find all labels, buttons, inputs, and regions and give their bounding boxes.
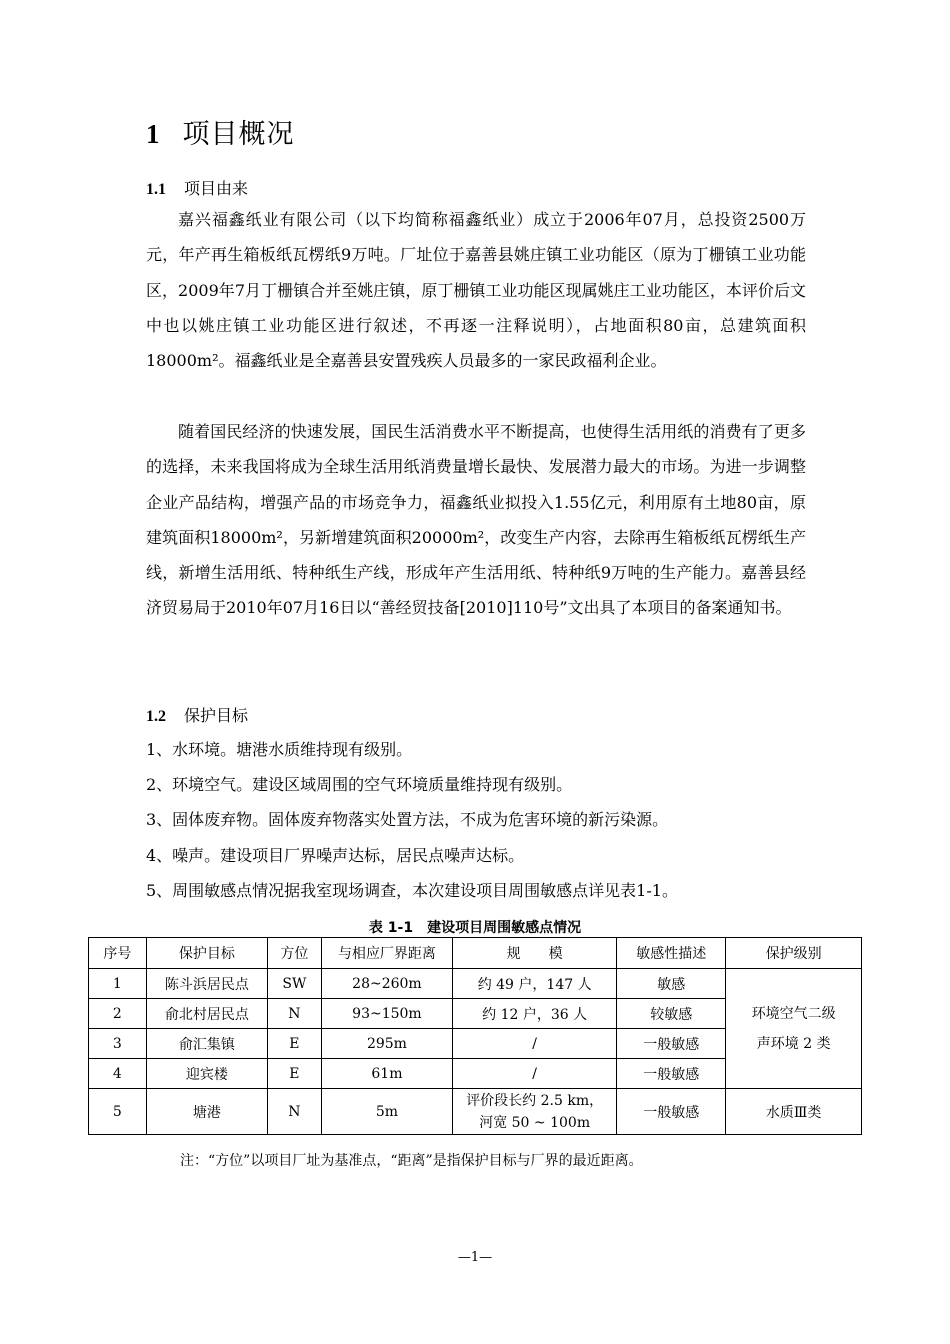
chapter-title: 项目概况 xyxy=(182,119,295,150)
table-header-row xyxy=(89,938,862,969)
cell-no: 3 xyxy=(89,1029,147,1059)
cell-scale: 约 12 户，36 人 xyxy=(453,999,617,1029)
section-number: 1.1 xyxy=(146,181,166,198)
section-title: 保护目标 xyxy=(184,706,249,725)
cell-sensitivity: 一般敏感 xyxy=(617,1029,726,1059)
cell-distance: 28~260m xyxy=(321,969,453,999)
cell-scale: 约 49 户，147 人 xyxy=(453,969,617,999)
cell-no: 2 xyxy=(89,999,147,1029)
table-note: 注：“方位”以项目厂址为基准点，“距离”是指保护目标与厂界的最近距离。 xyxy=(180,1153,643,1169)
cell-direction: N xyxy=(268,999,322,1029)
cell-no: 5 xyxy=(89,1089,147,1135)
cell-scale: / xyxy=(453,1059,617,1089)
level-line: 环境空气二级 xyxy=(751,1005,836,1022)
cell-target: 俞汇集镇 xyxy=(146,1029,267,1059)
cell-no: 4 xyxy=(89,1059,147,1089)
protection-item: 3、固体废弃物。固体废弃物落实处置方法，不成为危害环境的新污染源。 xyxy=(146,810,669,829)
cell-distance: 295m xyxy=(321,1029,453,1059)
cell-sensitivity: 较敏感 xyxy=(617,999,726,1029)
cell-distance: 93~150m xyxy=(321,999,453,1029)
table-row xyxy=(89,1089,862,1135)
cell-sensitivity: 敏感 xyxy=(617,969,726,999)
cell-level: 水质Ⅲ类 xyxy=(726,1089,862,1135)
header-cell: 敏感性描述 xyxy=(617,938,726,969)
section-number: 1.2 xyxy=(146,708,166,725)
chapter-heading xyxy=(146,112,295,151)
paragraph-background: 嘉兴福鑫纸业有限公司（以下均简称福鑫纸业）成立于2006年07月，总投资2500万元，年产再生箱板纸瓦楞纸9万吨。厂址位于嘉善县姚庄镇工业功能区（原为丁栅镇工业功能区，2009年7月丁栅镇合并至姚庄镇，原丁栅镇工业功能区现属姚庄工业功能区，本评价后文中也以姚庄镇工业功能区进行叙述，不再逐一注释说明），占地面积80亩，总建筑面积18000m²。福鑫纸业是全嘉善县安置残疾人员最多的一家民政福利企业。 xyxy=(146,210,806,371)
table-caption: 表 1-1 建设项目周围敏感点情况 xyxy=(368,920,582,936)
cell-sensitivity: 一般敏感 xyxy=(617,1059,726,1089)
header-cell: 保护目标 xyxy=(146,938,267,969)
cell-target: 迎宾楼 xyxy=(146,1059,267,1089)
cell-direction: E xyxy=(268,1059,322,1089)
section-title: 项目由来 xyxy=(184,179,249,198)
section-heading-1-1 xyxy=(146,176,248,199)
sensitive-points-table xyxy=(88,937,862,1135)
cell-target: 塘港 xyxy=(146,1089,267,1135)
header-cell: 与相应厂界距离 xyxy=(321,938,453,969)
protection-item: 4、噪声。建设项目厂界噪声达标，居民点噪声达标。 xyxy=(146,846,525,865)
cell-distance: 5m xyxy=(321,1089,453,1135)
protection-item: 2、环境空气。建设区域周围的空气环境质量维持现有级别。 xyxy=(146,775,573,794)
page-number: —1— xyxy=(457,1250,493,1265)
header-cell: 规 模 xyxy=(453,938,617,969)
cell-target: 陈斗浜居民点 xyxy=(146,969,267,999)
table-row xyxy=(89,969,862,999)
paragraph-expansion: 随着国民经济的快速发展，国民生活消费水平不断提高，也使得生活用纸的消费有了更多的选择，未来我国将成为全球生活用纸消费量增长最快、发展潜力最大的市场。为进一步调整企业产品结构，增强产品的市场竞争力，福鑫纸业拟投入1.55亿元，利用原有土地80亩，原建筑面积18000m²，另新增建筑面积20000m²，改变生产内容，去除再生箱板纸瓦楞纸生产线，新增生活用纸、特种纸生产线，形成年产生活用纸、特种纸9万吨的生产能力。嘉善县经济贸易局于2010年07月16日以“善经贸技备[2010]110号”文出具了本项目的备案通知书。 xyxy=(146,422,806,618)
level-line: 声环境 2 类 xyxy=(756,1035,831,1052)
cell-sensitivity: 一般敏感 xyxy=(617,1089,726,1135)
cell-direction: E xyxy=(268,1029,322,1059)
protection-item: 5、周围敏感点情况据我室现场调查，本次建设项目周围敏感点详见表1-1。 xyxy=(146,881,678,900)
header-cell: 方位 xyxy=(268,938,322,969)
scale-line: 评价段长约 2.5 km， xyxy=(466,1092,604,1109)
cell-target: 俞北村居民点 xyxy=(146,999,267,1029)
cell-scale: / xyxy=(453,1029,617,1059)
section-heading-1-2 xyxy=(146,703,248,726)
scale-line: 河宽 50 ~ 100m xyxy=(479,1114,591,1131)
cell-scale xyxy=(453,1089,617,1135)
cell-distance: 61m xyxy=(321,1059,453,1089)
header-cell: 序号 xyxy=(89,938,147,969)
header-cell: 保护级别 xyxy=(726,938,862,969)
cell-direction: N xyxy=(268,1089,322,1135)
chapter-number: 1 xyxy=(146,119,161,149)
cell-direction: SW xyxy=(268,969,322,999)
cell-no: 1 xyxy=(89,969,147,999)
cell-level-merged xyxy=(726,969,862,1089)
protection-item: 1、水环境。塘港水质维持现有级别。 xyxy=(146,740,413,759)
